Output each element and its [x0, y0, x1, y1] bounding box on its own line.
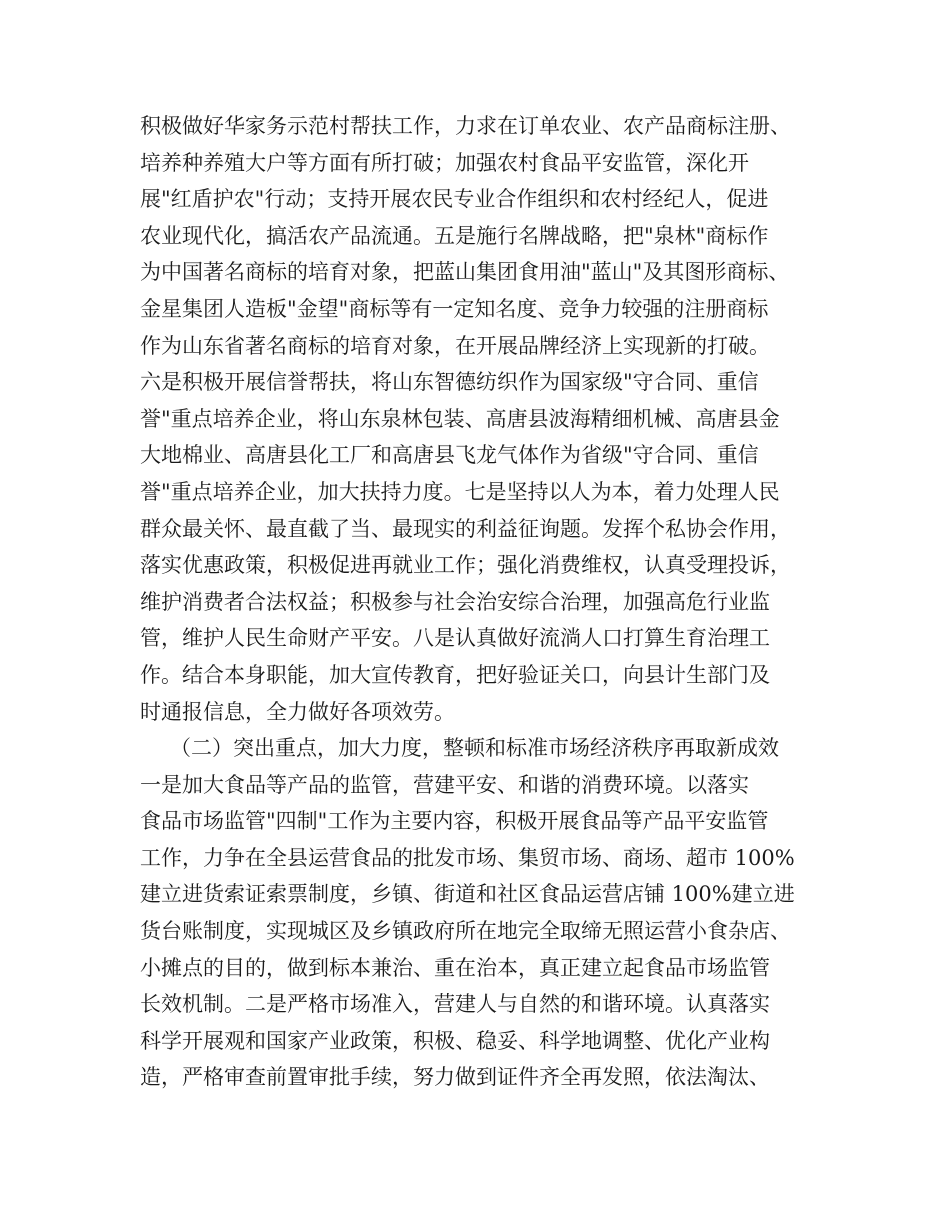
- text-line: 科学开展观和国家产业政策，积极、稳妥、科学地调整、优化产业构: [140, 1028, 770, 1053]
- body-text: [140, 108, 820, 1096]
- text-line: 维护消费者合法权益；积极参与社会治安综合治理，加强高危行业监: [140, 589, 770, 614]
- text-line: 管，维护人民生命财产平安。八是认真做好流淌人口打算生育治理工: [140, 626, 770, 651]
- text-line: 誉"重点培养企业，将山东泉林包装、高唐县波海精细机械、高唐县金: [140, 406, 780, 431]
- text-line: 为中国著名商标的培育对象，把蓝山集团食用油"蓝山"及其图形商标、: [140, 260, 790, 285]
- section-heading: （二）突出重点，加大力度，整顿和标准市场经济秩序再取新成效: [170, 736, 779, 761]
- text-line: 货台账制度，实现城区及乡镇政府所在地完全取缔无照运营小食杂店、: [140, 919, 791, 944]
- text-line: 积极做好华家务示范村帮扶工作，力求在订单农业、农产品商标注册、: [140, 114, 791, 138]
- text-line: 群众最关怀、最直截了当、最现实的利益征询题。发挥个私协会作用，: [140, 516, 791, 541]
- text-line: 誉"重点培养企业，加大扶持力度。七是坚持以人为本，着力处理人民: [140, 479, 780, 504]
- text-line: 长效机制。二是严格市场准入，营建人与自然的和谐环境。认真落实: [140, 992, 770, 1017]
- text-line: 金星集团人造板"金望"商标等有一定知名度、竞争力较强的注册商标: [140, 296, 769, 321]
- text-line: 小摊点的目的，做到标本兼治、重在治本，真正建立起食品市场监管: [140, 955, 770, 980]
- text-line: 落实优惠政策，积极促进再就业工作；强化消费维权，认真受理投诉，: [140, 553, 791, 578]
- text-line: 食品市场监管"四制"工作为主要内容，积极开展食品等产品平安监管: [140, 809, 769, 834]
- text-line: 造，严格审查前置审批手续，努力做到证件齐全再发照，依法淘汰、: [140, 1065, 770, 1090]
- text-line: 农业现代化，搞活农产品流通。五是施行名牌战略，把"泉林"商标作: [140, 223, 769, 248]
- text-line: 大地棉业、高唐县化工厂和高唐县飞龙气体作为省级"守合同、重信: [140, 443, 759, 468]
- text-line: 展"红盾护农"行动；支持开展农民专业合作组织和农村经纪人，促进: [140, 187, 769, 212]
- text-line: 建立进货索证索票制度，乡镇、街道和社区食品运营店铺 100%建立进: [140, 882, 795, 907]
- text-line: 作为山东省著名商标的培育对象，在开展品牌经济上实现新的打破。: [140, 333, 770, 358]
- text-line: 作。结合本身职能，加大宣传教育，把好验证关口，向县计生部门及: [140, 662, 770, 687]
- text-line: 培养种养殖大户等方面有所打破；加强农村食品平安监管，深化开: [140, 150, 749, 175]
- text-line: 一是加大食品等产品的监管，营建平安、和谐的消费环境。以落实: [140, 772, 749, 797]
- text-line: 时通报信息，全力做好各项效劳。: [140, 699, 455, 724]
- text-line: 工作，力争在全县运营食品的批发市场、集贸市场、商场、超市 100%: [140, 845, 795, 870]
- text-line: 六是积极开展信誉帮扶，将山东智德纺织作为国家级"守合同、重信: [140, 370, 759, 395]
